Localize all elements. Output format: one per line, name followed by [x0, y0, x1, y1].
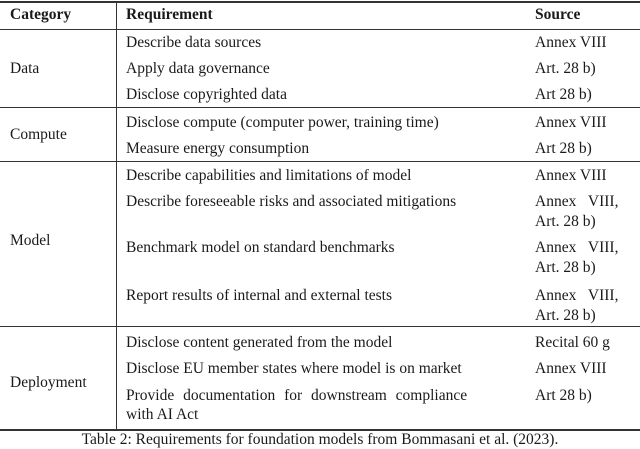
- requirement-cell: Provide documentation for downstream compliance: [126, 387, 468, 404]
- requirement-cell: Measure energy consumption: [126, 140, 310, 157]
- source-cell: Annex VIII,: [535, 193, 619, 210]
- source-cell: Recital 60 g: [535, 334, 610, 351]
- group-rule: [0, 107, 640, 108]
- requirement-cell: Describe capabilities and limitations of model: [126, 167, 412, 184]
- source-cell: Art. 28 b): [535, 60, 596, 77]
- header-category: Category: [10, 6, 72, 23]
- top-rule: [0, 1, 640, 3]
- source-cell: Annex VIII: [535, 34, 607, 51]
- requirement-cell: Apply data governance: [126, 60, 270, 77]
- group-rule: [0, 326, 640, 327]
- header-requirement: Requirement: [126, 6, 213, 23]
- requirement-cell: Disclose content generated from the model: [126, 334, 393, 351]
- category-cell: Deployment: [10, 374, 87, 391]
- requirement-cell: Report results of internal and external tests: [126, 287, 393, 304]
- requirement-cell: with AI Act: [126, 406, 199, 423]
- source-cell: Art 28 b): [535, 140, 592, 157]
- category-cell: Compute: [10, 126, 67, 143]
- source-cell: Art. 28 b): [535, 307, 596, 324]
- requirement-cell: Disclose compute (computer power, training time): [126, 114, 439, 131]
- requirement-cell: Describe data sources: [126, 34, 262, 51]
- source-cell: Art. 28 b): [535, 213, 596, 230]
- source-cell: Annex VIII: [535, 114, 607, 131]
- header-rule: [0, 29, 640, 30]
- requirement-cell: Disclose EU member states where model is on market: [126, 360, 462, 377]
- source-cell: Annex VIII,: [535, 287, 619, 304]
- requirement-cell: Describe foreseeable risks and associated mitigations: [126, 193, 457, 210]
- source-cell: Annex VIII: [535, 167, 607, 184]
- category-cell: Model: [10, 232, 51, 249]
- header-source: Source: [535, 6, 581, 23]
- column-divider: [116, 3, 117, 429]
- requirement-cell: Benchmark model on standard benchmarks: [126, 239, 395, 256]
- category-cell: Data: [10, 60, 40, 77]
- group-rule: [0, 161, 640, 162]
- source-cell: Art. 28 b): [535, 259, 596, 276]
- source-cell: Annex VIII: [535, 360, 607, 377]
- source-cell: Annex VIII,: [535, 239, 619, 256]
- table-caption: Table 2: Requirements for foundation models from Bommasani et al. (2023).: [81, 431, 559, 448]
- requirement-cell: Disclose copyrighted data: [126, 86, 287, 103]
- source-cell: Art 28 b): [535, 387, 592, 404]
- source-cell: Art 28 b): [535, 86, 592, 103]
